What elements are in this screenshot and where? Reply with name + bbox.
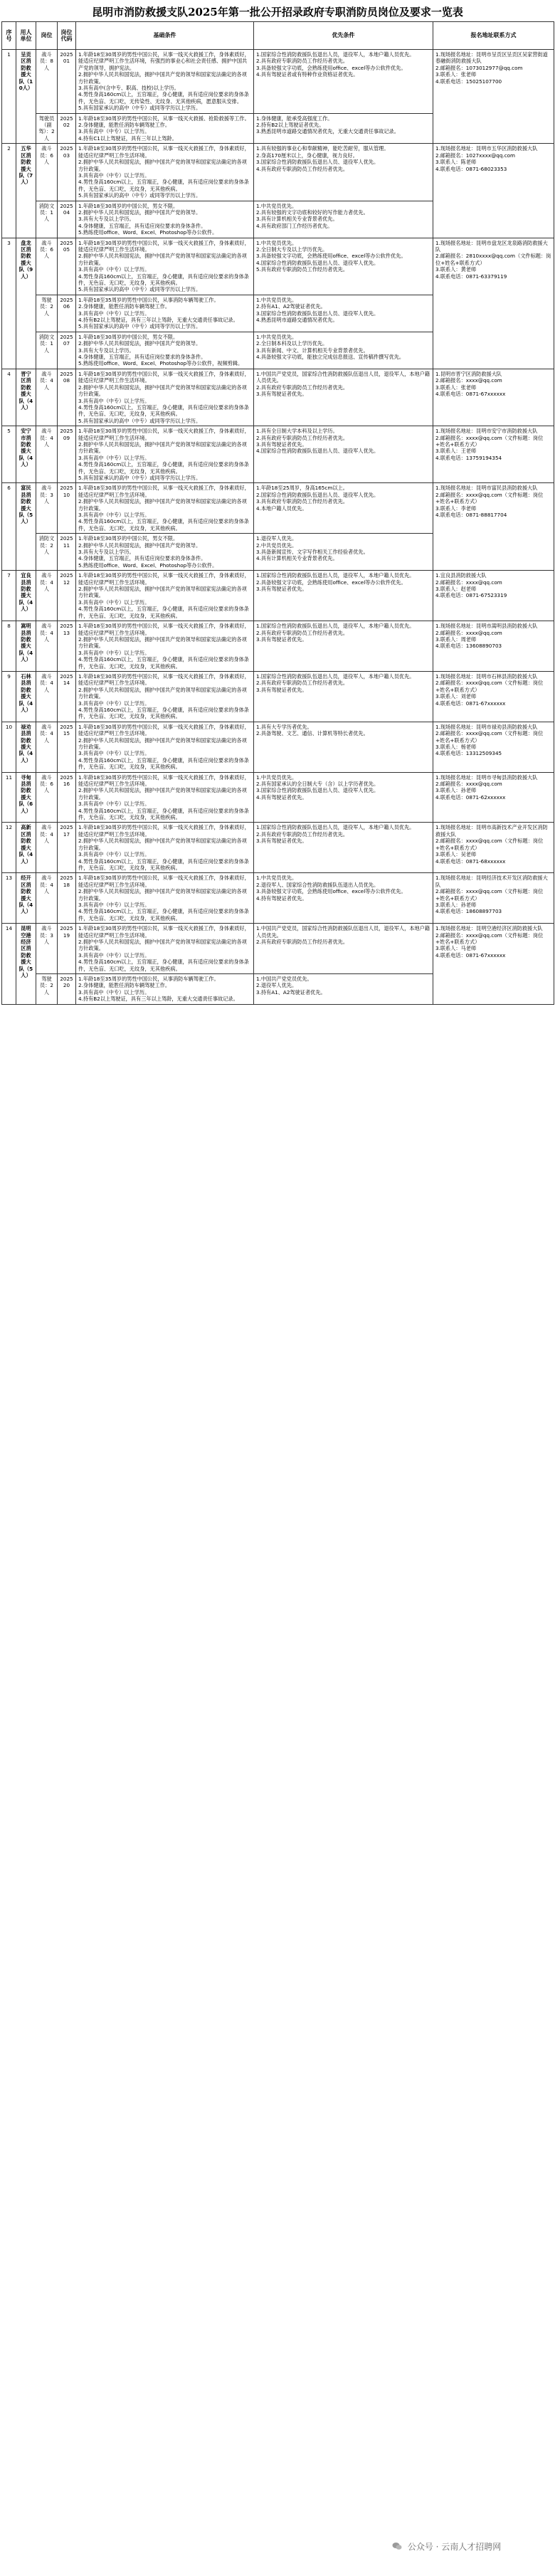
row-preferences: 1.中共党员优先。 2.具有国家承认的全日制大专（含）以上学历者优先。 3.国家综合性消防救援队伍退出人员、退役军人优先。 4.具有驾驶证者优先。	[254, 772, 433, 823]
row-preferences: 1.退役军人优先。 2.中共党员优先。 3.具备新闻宣传、文字写作相关工作经验者优先。 4.具有计算机相关专业背景者优先。	[254, 534, 433, 571]
row-unit: 富民县消防救援大队（5人）	[16, 483, 36, 571]
row-requirements: 1.年龄18至30周岁的男性中国公民，从事一线灭火救援工作，身体素质好，能适应纪律严明工作生活环境。 2.拥护中华人民共和国宪法，拥护中国共产党的领导和国家宪法确定的各项方针政策。 3.具有高中（中专）以上学历。 4.男性身高160cm以上，五官端正，身心健康，具有适应岗位要求的身体条件，无色盲、无口吃，无纹身，无其他疾病。	[76, 772, 254, 823]
row-post: 战斗员：4人	[36, 722, 58, 772]
table-row	[2, 873, 554, 924]
row-contact: 1.现场报名地址：昆明市禄劝县消防救援大队 2.邮箱报名：xxxx@qq.com（文件标题：岗位+姓名+联系方式） 3.联系人：杨老师 4.联系电话：13312509345	[433, 722, 554, 772]
row-requirements: 1.年龄18至30周岁的男性中国公民，从事一线灭火救援工作，身体素质好，能适应纪律严明工作生活环境。 2.拥护中华人民共和国宪法，拥护中国共产党的领导和国家宪法确定的各项方针政策。 3.具有高中（中专）以上学历。 4.男性身高160cm以上，五官端正，身心健康，具有适应岗位要求的身体条件，无色盲、无口吃，无纹身，无其他疾病。	[76, 621, 254, 672]
row-preferences: 1.具有大专学历者优先。 2.具备驾驶、文艺、通信、计算机等特长者优先。	[254, 722, 433, 772]
row-seq: 12	[2, 823, 16, 873]
row-contact: 1.现场报名地址：昆明经济技术开发区消防救援大队 2.邮箱报名：xxxx@qq.com（文件标题：岗位+姓名+联系方式） 3.联系人：孙老师 4.联系电话：18608897703	[433, 873, 554, 924]
row-post: 战斗员：4人	[36, 369, 58, 426]
row-code: 202520	[58, 974, 76, 1005]
row-post: 战斗员：4人	[36, 671, 58, 722]
row-requirements: 1.年龄18至30周岁的男性中国公民，从事一线灭火救援工作，身体素质好，能适应纪律严明工作生活环境，有强烈的事业心和社会责任感、拥护中国共产党的领导，拥护宪法。 2.拥护中华人民共和国宪法，拥护中国共产党的领导和国家宪法确定的各项方针政策。 3.具有高中(含中专、职高、技校)以上学历。 4.男性身高160cm以上，五官端正，身心健康，具有适应岗位要求的身体条件，无色盲、无口吃，无传染性、无纹身、无其他疾病，愿意服从安排。 5.具有国家承认的高中（中专）或同等学历以上学历。	[76, 50, 254, 114]
row-unit: 高新区消防救援大队（4人）	[16, 823, 36, 873]
row-contact: 1.现场报名地址：昆明空港经济区消防救援大队 2.邮箱报名：xxxx@qq.com（文件标题：岗位+姓名+联系方式） 3.联系人：马老师 4.联系电话：0871-67xxxxxx	[433, 924, 554, 1004]
header-code: 岗位代码	[58, 22, 76, 50]
row-seq: 2	[2, 144, 16, 238]
row-contact: 1.现场报名地址：昆明市呈贡区呈贡区吴家营街道春融街消防救援大队 2.邮箱报名：1073012977@qq.com 3.联系人：张老师 4.联系电话：15025107700	[433, 50, 554, 144]
row-post: 驾驶员（副驾）：2人	[36, 113, 58, 144]
table-row	[2, 144, 554, 201]
row-preferences: 1.中共党员优先。 2.全日制本科及以上学历优先。 3.具有新闻、中文、计算机相关专业背景者优先。 4.具备较强文字功底，能独立完成信息报送、宣传稿件撰写优先。	[254, 332, 433, 369]
row-requirements: 1.年龄18至30周岁的男性中国公民，从事一线灭火救援工作，身体素质好，能适应纪律严明工作生活环境。 2.拥护中华人民共和国宪法，拥护中国共产党的领导和国家宪法确定的各项方针政策。 3.具有高中（中专）以上学历。 4.男性身高160cm以上，五官端正，身心健康，具有适应岗位要求的身体条件，无色盲、无口吃，无纹身，无其他疾病。	[76, 722, 254, 772]
row-seq: 13	[2, 873, 16, 924]
table-row	[2, 50, 554, 114]
page-title: 昆明市消防救援支队2025年第一批公开招录政府专职消防员岗位及要求一览表	[92, 6, 463, 19]
watermark-text: 公众号 · 云南人才招聘网	[407, 2542, 502, 2552]
watermark	[388, 2539, 505, 2555]
row-contact: 1.现场报名地址：昆明市嵩明县消防救援大队 2.邮箱报名：xxxx@qq.com 3.联系人：周老师 4.联系电话：13608890703	[433, 621, 554, 672]
table-row	[2, 924, 554, 974]
recruitment-table	[1, 21, 554, 1005]
row-preferences: 1.国家综合性消防救援队伍退出人员，退役军人，本地户籍人员优先。 2.具备较强文字功底，会熟练使用office、excel等办公软件优先。 3.具有驾驶证者优先。	[254, 571, 433, 621]
table-row	[2, 426, 554, 483]
row-code: 202512	[58, 571, 76, 621]
row-contact: 1.现场报名地址：昆明市寻甸县消防救援大队 2.邮箱报名：xxxx@qq.com 3.联系人：孙老师 4.联系电话：0871-62xxxxxx	[433, 772, 554, 823]
header-unit: 用人单位	[16, 22, 36, 50]
row-code: 202516	[58, 772, 76, 823]
row-contact: 1.昆明市晋宁区消防救援大队 2.邮箱报名：xxxx@qq.com 3.联系人：张老师 4.联系电话：0871-67xxxxxx	[433, 369, 554, 426]
row-preferences: 1.中国共产党党员优先。 2.退役军人优先。 3.持有A1、A2驾驶证者优先。	[254, 974, 433, 1005]
row-contact: 1.现场报名地址：昆明市盘龙区龙泉路消防救援大队 2.邮箱报名：2810xxxx@qq.com（文件标题：岗位+姓名+联系方式） 3.联系人：黄老师 4.联系电话：0871-63379119	[433, 238, 554, 369]
row-preferences: 1.中国共产党党员，国家综合性消防救援队伍退出人员，退役军人，本地户籍人员优先。 2.具有政府专职消防员工作经历者优先。	[254, 924, 433, 974]
table-row	[2, 772, 554, 823]
row-code: 202501	[58, 50, 76, 114]
row-code: 202515	[58, 722, 76, 772]
row-post: 战斗员：4人	[36, 621, 58, 672]
row-post: 战斗员：4人	[36, 426, 58, 483]
header-row	[2, 22, 554, 50]
row-requirements: 1.年龄18至35周岁的男性中国公民，从事消防车辆驾驶工作。 2.身体健康，能胜任消防车辆驾驶工作。 3.具有高中（中专）以上学历。 4.持有B2以上驾驶证，具有三年以上驾龄，无重大交通责任事故记录。 5.具有国家承认的高中（中专）或同等学历以上学历。	[76, 295, 254, 332]
row-seq: 14	[2, 924, 16, 1004]
row-post: 消防文员：1人	[36, 332, 58, 369]
row-requirements: 1.年龄18至30周岁的男性中国公民，从事一线灭火救援工作，身体素质好，能适应纪律严明工作生活环境。 2.拥护中华人民共和国宪法，拥护中国共产党的领导和国家宪法确定的各项方针政策。 3.具有高中（中专）以上学历。 4.男性身高160cm以上，五官端正，身心健康，具有适应岗位要求的身体条件，无色盲、无口吃，无纹身，无其他疾病。 5.具有国家承认的高中（中专）或同等学历以上学历。	[76, 144, 254, 201]
header-post: 岗位	[36, 22, 58, 50]
row-preferences: 1.中国共产党党员，国家综合性消防救援队伍退出人员，退役军人，本地户籍人员优先。 2.具有政府专职消防员工作经历者优先。 3.具有驾驶证者优先。	[254, 369, 433, 426]
row-requirements: 1.年龄18至30周岁的男性中国公民，从事一线灭火救援工作，身体素质好，能适应纪律严明工作生活环境。 2.拥护中华人民共和国宪法，拥护中国共产党的领导和国家宪法确定的各项方针政策。 3.具有高中（中专）以上学历。 4.男性身高160cm以上，五官端正，身心健康，具有适应岗位要求的身体条件，无色盲、无口吃，无纹身，无其他疾病。	[76, 873, 254, 924]
page	[0, 0, 555, 1005]
row-post: 战斗员：6人	[36, 238, 58, 295]
row-seq: 7	[2, 571, 16, 621]
table-row	[2, 369, 554, 426]
row-code: 202503	[58, 144, 76, 201]
row-unit: 晋宁区消防救援大队（4人）	[16, 369, 36, 426]
row-requirements: 1.年龄18至30周岁的男性中国公民，从事一线灭火救援工作，身体素质好，能适应纪律严明工作生活环境。 2.拥护中华人民共和国宪法，拥护中国共产党的领导和国家宪法确定的各项方针政策。 3.具有高中（中专）以上学历。 4.男性身高160cm以上，五官端正，身心健康，具有适应岗位要求的身体条件，无色盲、无口吃，无纹身，无其他疾病。	[76, 924, 254, 974]
row-code: 202518	[58, 873, 76, 924]
table-row	[2, 671, 554, 722]
row-requirements: 1.年龄18至30周岁的男性中国公民，从事一线灭火救援工作，身体素质好，能适应纪律严明工作生活环境。 2.拥护中华人民共和国宪法，拥护中国共产党的领导和国家宪法确定的各项方针政策。 3.具有高中（中专）以上学历。 4.男性身高160cm以上，五官端正，身心健康，具有适应岗位要求的身体条件，无色盲、无口吃，无纹身，无其他疾病。 5.具有国家承认的高中（中专）或同等学历以上学历。	[76, 238, 254, 295]
row-preferences: 1.国家综合性消防救援队伍退出人员，退役军人，本地户籍人员优先。 2.具有政府专职消防员工作经历者优先。 3.具备较强文字功底，会熟练使用office、excel等办公软件优先。 4.具有驾驶证者或有特种作业资格证者优先。	[254, 50, 433, 114]
header-preferences: 优先条件	[254, 22, 433, 50]
row-seq: 3	[2, 238, 16, 369]
row-code: 202517	[58, 823, 76, 873]
row-post: 战斗员：4人	[36, 873, 58, 924]
table-row	[2, 621, 554, 672]
row-contact: 1.现场报名地址：昆明市高新技术产业开发区消防救援大队 2.邮箱报名：xxxx@qq.com（文件标题：岗位+姓名+联系方式） 3.联系人：吴老师 4.联系电话：0871-68xxxxxx	[433, 823, 554, 873]
row-post: 战斗员：3人	[36, 924, 58, 974]
row-unit: 五华区消防救援大队（7人）	[16, 144, 36, 238]
row-preferences: 1.国家综合性消防救援队伍退出人员，退役军人，本地户籍人员优先。 2.具有政府专职消防员工作经历者优先。 3.具有驾驶证者优先。	[254, 671, 433, 722]
header-requirements: 基础条件	[76, 22, 254, 50]
row-code: 202505	[58, 238, 76, 295]
row-code: 202509	[58, 426, 76, 483]
row-post: 驾驶员：2人	[36, 974, 58, 1005]
row-preferences: 1.中共党员优先。 2.全日制大专及以上学历优先。 3.具备较强文字功底，会熟练使用office、excel等办公软件优先。 4.国家综合性消防救援队伍退出人员、退役军人优先。 5.具有政府专职消防员工作经历者优先。	[254, 238, 433, 295]
row-code: 202519	[58, 924, 76, 974]
table-body	[2, 50, 554, 1005]
row-code: 202506	[58, 295, 76, 332]
row-preferences: 1.具有较强的事业心和奉献精神，能吃苦耐劳，服从管理。 2.身高170厘米以上，身心健康，视力良好。 3.国家综合性消防救援队伍退出人员、退役军人优先。 4.具有政府专职消防员工作经历者优先。	[254, 144, 433, 201]
row-unit: 寻甸县消防救援大队（6人）	[16, 772, 36, 823]
row-code: 202513	[58, 621, 76, 672]
table-row	[2, 823, 554, 873]
row-post: 战斗员：3人	[36, 483, 58, 534]
row-requirements: 1.年龄18至30周岁的男性中国公民，从事一线灭火救援工作，身体素质好，能适应纪律严明工作生活环境。 2.拥护中华人民共和国宪法，拥护中国共产党的领导和国家宪法确定的各项方针政策。 3.具有高中（中专）以上学历。 4.男性身高160cm以上，五官端正，身心健康，具有适应岗位要求的身体条件，无色盲、无口吃，无纹身，无其他疾病。	[76, 571, 254, 621]
row-unit: 禄劝县消防救援大队（4人）	[16, 722, 36, 772]
row-preferences: 1.年龄18至25周岁，身高165cm以上。 2.国家综合性消防救援队伍退出人员、退役军人优先。 3.具有政府专职消防员工作经历者优先。 4.本地户籍人员优先。	[254, 483, 433, 534]
row-post: 战斗员：6人	[36, 772, 58, 823]
row-post: 战斗员：4人	[36, 571, 58, 621]
row-unit: 呈贡区消防救援大队（10人）	[16, 50, 36, 144]
row-requirements: 1.年龄18至30周岁的男性中国公民，从事一线灭火救援、抢险救援等工作。 2.身体健康，能胜任消防车辆驾驶工作。 3.具有高中（中专）以上学历。 4.持有C1以上驾驶证，具有三年以上驾龄。	[76, 113, 254, 144]
row-unit: 经开区消防救援大队（4人）	[16, 873, 36, 924]
row-preferences: 1.中共党员优先。 2.退役军人、国家综合性消防救援队伍退出人员优先。 3.具备较强文字功底，会熟练使用office、excel等办公软件优先。 4.持有驾驶证者优先。	[254, 873, 433, 924]
row-requirements: 1.年龄18至30周岁的中国公民，男女不限。 2.拥护中华人民共和国宪法，拥护中国共产党的领导。 3.具有大专及以上学历。 4.身体健康，五官端正，具有适应岗位要求的身体条件。 5.熟练使用office、Word、Excel、Photoshop等办公软件。	[76, 201, 254, 238]
wechat-icon	[392, 2542, 402, 2550]
header-contact: 报名地址联系方式	[433, 22, 554, 50]
row-code: 202514	[58, 671, 76, 722]
row-code: 202502	[58, 113, 76, 144]
row-requirements: 1.年龄18至30周岁的男性中国公民，从事一线灭火救援工作，身体素质好，能适应纪律严明工作生活环境。 2.拥护中华人民共和国宪法，拥护中国共产党的领导和国家宪法确定的各项方针政策。 3.具有高中（中专）以上学历。 4.男性身高160cm以上，五官端正，身心健康，具有适应岗位要求的身体条件，无色盲、无口吃，无纹身，无其他疾病。	[76, 483, 254, 534]
row-post: 消防文员：2人	[36, 534, 58, 571]
row-unit: 嵩明县消防救援大队（4人）	[16, 621, 36, 672]
row-preferences: 1.具有全日制大学本科及以上学历。 2.具有政府专职消防员工作经历者优先。 3.具有驾驶证者优先。 4.国家综合性消防救援队伍退出人员、退役军人优先。	[254, 426, 433, 483]
row-code: 202511	[58, 534, 76, 571]
row-seq: 4	[2, 369, 16, 426]
row-seq: 9	[2, 671, 16, 722]
row-code: 202508	[58, 369, 76, 426]
row-code: 202510	[58, 483, 76, 534]
row-code: 202507	[58, 332, 76, 369]
row-post: 战斗员：8人	[36, 50, 58, 114]
row-seq: 10	[2, 722, 16, 772]
row-preferences: 1.身体健康，能承受高强度工作。 2.持有B2以上驾驶证者优先。 3.熟悉昆明市道路交通情况者优先，无重大交通责任事故记录。	[254, 113, 433, 144]
header-seq: 序号	[2, 22, 16, 50]
row-unit: 盘龙区消防救援大队（9人）	[16, 238, 36, 369]
table-row	[2, 722, 554, 772]
row-requirements: 1.年龄18至35周岁的男性中国公民，从事消防车辆驾驶工作。 2.身体健康，能胜任消防车辆驾驶工作。 3.具有高中（中专）以上学历。 4.持有B2以上驾驶证，具有三年以上驾龄，无重大交通责任事故记录。	[76, 974, 254, 1005]
row-contact: 1.现场报名地址：昆明市富民县消防救援大队 2.邮箱报名：xxxx@qq.com（文件标题：岗位+姓名+联系方式） 3.联系人：李老师 4.联系电话：0871-88817704	[433, 483, 554, 571]
table-row	[2, 238, 554, 295]
row-unit: 石林县消防救援大队（4人）	[16, 671, 36, 722]
row-seq: 6	[2, 483, 16, 571]
row-unit: 安宁市消防救援大队（4人）	[16, 426, 36, 483]
row-contact: 1.宜良县消防救援大队 2.邮箱报名：xxxx@qq.com 3.联系人：赵老师 4.联系电话：0871-67523319	[433, 571, 554, 621]
row-preferences: 1.国家综合性消防救援队伍退出人员，退役军人，本地户籍人员优先。 2.具有政府专职消防员工作经历者优先。 3.具有驾驶证者优先。	[254, 823, 433, 873]
row-preferences: 1.国家综合性消防救援队伍退出人员，退役军人，本地户籍人员优先。 2.具有政府专职消防员工作经历者优先。 3.具有驾驶证者优先。	[254, 621, 433, 672]
row-seq: 1	[2, 50, 16, 144]
row-seq: 11	[2, 772, 16, 823]
table-row	[2, 483, 554, 534]
row-requirements: 1.年龄18至30周岁的中国公民，男女不限。 2.拥护中华人民共和国宪法，拥护中国共产党的领导。 3.具有大专及以上学历。 4.身体健康，五官端正，具有适应岗位要求的身体条件。 5.熟练使用office、Word、Excel、Photoshop等办公软件。	[76, 534, 254, 571]
table-row	[2, 571, 554, 621]
row-requirements: 1.年龄18至30周岁的男性中国公民，从事一线灭火救援工作，身体素质好，能适应纪律严明工作生活环境。 2.拥护中华人民共和国宪法，拥护中国共产党的领导和国家宪法确定的各项方针政策。 3.具有高中（中专）以上学历。 4.男性身高160cm以上，五官端正，身心健康，具有适应岗位要求的身体条件，无色盲、无口吃，无纹身，无其他疾病。 5.具有国家承认的高中（中专）或同等学历以上学历。	[76, 426, 254, 483]
row-seq: 5	[2, 426, 16, 483]
row-contact: 1.现场报名地址：昆明市五华区消防救援大队 2.邮箱报名：1027xxxx@qq.com 3.联系人：陈老师 4.联系电话：0871-68023353	[433, 144, 554, 238]
row-requirements: 1.年龄18至30周岁的中国公民，男女不限。 2.拥护中华人民共和国宪法，拥护中国共产党的领导。 3.具有大专及以上学历。 4.身体健康，五官端正，具有适应岗位要求的身体条件。 5.熟练使用office、Word、Excel、Photoshop等办公软件，视频剪辑。	[76, 332, 254, 369]
row-code: 202504	[58, 201, 76, 238]
row-seq: 8	[2, 621, 16, 672]
row-contact: 1.现场报名地址：昆明市安宁市消防救援大队 2.邮箱报名：xxxx@qq.com（文件标题：岗位+姓名+联系方式） 3.联系人：王老师 4.联系电话：13759194354	[433, 426, 554, 483]
row-contact: 1.现场报名地址：昆明市石林县消防救援大队 2.邮箱报名：xxxx@qq.com（文件标题：岗位+姓名+联系方式） 3.联系人：刘老师 4.联系电话：0871-67xxxxxx	[433, 671, 554, 722]
row-post: 消防文员：1人	[36, 201, 58, 238]
row-requirements: 1.年龄18至30周岁的男性中国公民，从事一线灭火救援工作，身体素质好，能适应纪律严明工作生活环境。 2.拥护中华人民共和国宪法，拥护中国共产党的领导和国家宪法确定的各项方针政策。 3.具有高中（中专）以上学历。 4.男性身高160cm以上，五官端正，身心健康，具有适应岗位要求的身体条件，无色盲、无口吃，无纹身，无其他疾病。	[76, 671, 254, 722]
row-unit: 昆明空港经济区消防救援大队（5人）	[16, 924, 36, 1004]
row-unit: 宜良县消防救援大队（4人）	[16, 571, 36, 621]
row-preferences: 1.中共党员优先。 2.持有A1、A2驾驶证者优先。 3.国家综合性消防救援队伍退出人员、退役军人优先。 4.熟悉昆明市道路交通情况者优先。	[254, 295, 433, 332]
row-post: 战斗员：4人	[36, 823, 58, 873]
row-post: 驾驶员：2人	[36, 295, 58, 332]
row-post: 战斗员：6人	[36, 144, 58, 201]
row-requirements: 1.年龄18至30周岁的男性中国公民，从事一线灭火救援工作，身体素质好，能适应纪律严明工作生活环境。 2.拥护中华人民共和国宪法，拥护中国共产党的领导和国家宪法确定的各项方针政策。 3.具有高中（中专）以上学历。 4.男性身高160cm以上，五官端正，身心健康，具有适应岗位要求的身体条件，无色盲、无口吃，无纹身，无其他疾病。	[76, 823, 254, 873]
row-requirements: 1.年龄18至30周岁的男性中国公民，从事一线灭火救援工作，身体素质好，能适应纪律严明工作生活环境。 2.拥护中华人民共和国宪法，拥护中国共产党的领导和国家宪法确定的各项方针政策。 3.具有高中（中专）以上学历。 4.男性身高160cm以上，五官端正，身心健康，具有适应岗位要求的身体条件，无色盲、无口吃，无纹身，无其他疾病。 5.具有国家承认的高中（中专）或同等学历以上学历。	[76, 369, 254, 426]
row-preferences: 1.中共党员优先。 2.具有较强的文字功底和较好的写作能力者优先。 3.具有计算机相关专业背景者优先。 4.具有政府部门工作经历者优先。	[254, 201, 433, 238]
